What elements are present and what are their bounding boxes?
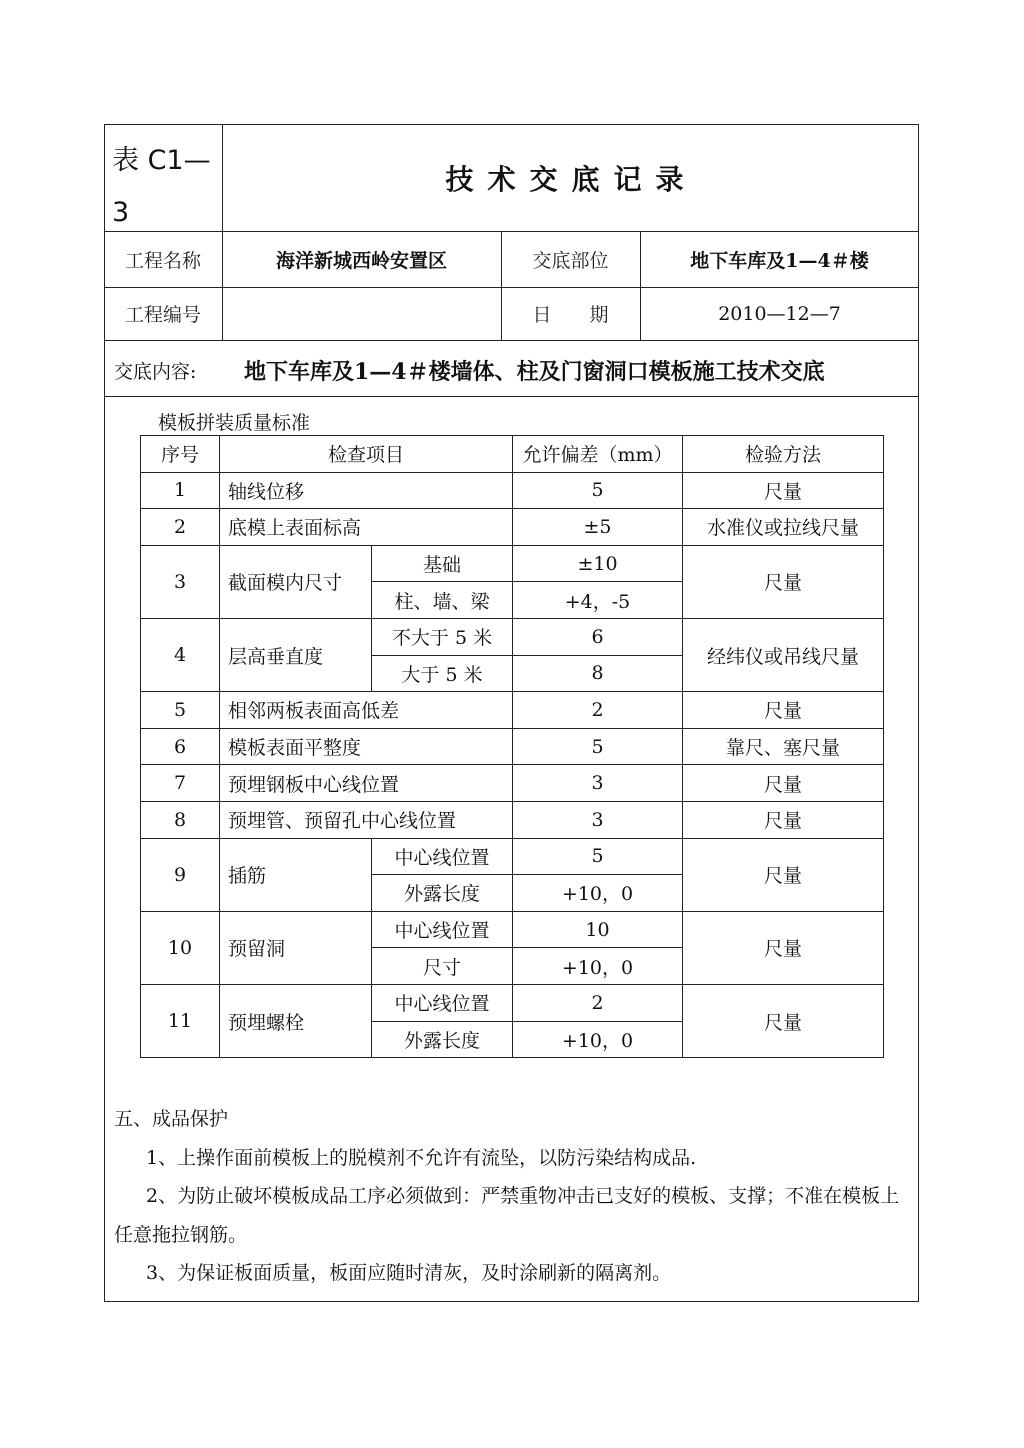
row-no: 10 <box>141 911 220 984</box>
row-tolerance: 5 <box>513 472 683 509</box>
row-no: 8 <box>141 801 220 838</box>
row-no: 5 <box>141 692 220 729</box>
row-subitem: 大于 5 米 <box>372 655 513 692</box>
project-name-label: 工程名称 <box>124 249 201 272</box>
row-item: 预埋管、预留孔中心线位置 <box>220 801 513 838</box>
divider <box>104 396 919 397</box>
row-tolerance: 10 <box>513 911 683 948</box>
row-no: 7 <box>141 765 220 802</box>
content-text: 地下车库及1—4＃楼墙体、柱及门窗洞口模板施工技术交底 <box>244 358 825 385</box>
standard-title: 模板拼装质量标准 <box>158 412 311 434</box>
row-no: 3 <box>141 545 220 618</box>
row-tolerance: 5 <box>513 838 683 875</box>
row-tolerance: +4，-5 <box>513 582 683 619</box>
row-item: 轴线位移 <box>220 472 513 509</box>
row-item: 预埋螺栓 <box>220 984 372 1057</box>
row-no: 4 <box>141 618 220 691</box>
row-method: 尺量 <box>683 472 884 509</box>
table-row <box>141 801 884 838</box>
protection-notes <box>114 1100 910 1293</box>
row-tolerance: 2 <box>513 692 683 729</box>
row-subitem: 外露长度 <box>372 875 513 912</box>
row-method: 尺量 <box>683 838 884 911</box>
table-row <box>141 728 884 765</box>
row-no: 6 <box>141 728 220 765</box>
row-item: 相邻两板表面高低差 <box>220 692 513 729</box>
location-value: 地下车库及1—4＃楼 <box>690 249 869 272</box>
divider <box>222 124 223 232</box>
row-tolerance: ±5 <box>513 509 683 546</box>
form-code: 表 C1—3 <box>112 145 211 228</box>
row-no: 2 <box>141 509 220 546</box>
project-no-value <box>222 287 501 340</box>
row-tolerance: +10，0 <box>513 948 683 985</box>
row-no: 11 <box>141 984 220 1057</box>
row-item: 模板表面平整度 <box>220 728 513 765</box>
row-tolerance: 6 <box>513 618 683 655</box>
row-subitem: 柱、墙、梁 <box>372 582 513 619</box>
row-tolerance: 2 <box>513 984 683 1021</box>
page-title: 技术交底记录 <box>445 163 698 196</box>
note-item: 3、为保证板面质量，板面应随时清灰，及时涂刷新的隔离剂。 <box>146 1262 672 1284</box>
row-subitem: 外露长度 <box>372 1021 513 1058</box>
row-no: 9 <box>141 838 220 911</box>
table-row <box>141 472 884 509</box>
row-subitem: 尺寸 <box>372 948 513 985</box>
row-item: 预埋钢板中心线位置 <box>220 765 513 802</box>
row-method: 尺量 <box>683 984 884 1057</box>
row-tolerance: ±10 <box>513 545 683 582</box>
location-label: 交底部位 <box>532 249 609 272</box>
row-subitem: 中心线位置 <box>372 984 513 1021</box>
quality-standard-table <box>140 435 884 1058</box>
row-method: 尺量 <box>683 545 884 618</box>
row-method: 靠尺、塞尺量 <box>683 728 884 765</box>
content-label: 交底内容: <box>114 360 197 383</box>
table-row <box>141 984 884 1021</box>
table-row <box>141 545 884 582</box>
header-no: 序号 <box>141 436 220 473</box>
row-no: 1 <box>141 472 220 509</box>
divider <box>104 340 919 341</box>
table-row <box>141 509 884 546</box>
row-tolerance: 3 <box>513 765 683 802</box>
notes-heading: 五、成品保护 <box>114 1108 229 1130</box>
row-item: 层高垂直度 <box>220 618 372 691</box>
table-row <box>141 838 884 875</box>
row-method: 尺量 <box>683 911 884 984</box>
row-method: 尺量 <box>683 692 884 729</box>
row-method: 尺量 <box>683 801 884 838</box>
row-item: 预留洞 <box>220 911 372 984</box>
header-item: 检查项目 <box>220 436 513 473</box>
row-tolerance: +10，0 <box>513 875 683 912</box>
header-tolerance: 允许偏差（mm） <box>513 436 683 473</box>
row-tolerance: 5 <box>513 728 683 765</box>
row-tolerance: 3 <box>513 801 683 838</box>
row-item: 截面模内尺寸 <box>220 545 372 618</box>
row-item: 插筋 <box>220 838 372 911</box>
row-tolerance: 8 <box>513 655 683 692</box>
row-method: 尺量 <box>683 765 884 802</box>
note-item: 2、为防止破坏模板成品工序必须做到：严禁重物冲击已支好的模板、支撑；不准在模板上任意拖拉钢筋。 <box>114 1185 900 1246</box>
row-subitem: 不大于 5 米 <box>372 618 513 655</box>
project-no-label: 工程编号 <box>124 304 201 326</box>
table-row <box>141 618 884 655</box>
date-label: 日 期 <box>532 304 609 326</box>
table-row <box>141 911 884 948</box>
row-method: 经纬仪或吊线尺量 <box>683 618 884 691</box>
row-item: 底模上表面标高 <box>220 509 513 546</box>
project-name-value: 海洋新城西岭安置区 <box>275 249 447 272</box>
row-subitem: 基础 <box>372 545 513 582</box>
row-tolerance: +10，0 <box>513 1021 683 1058</box>
content-row <box>114 350 825 390</box>
header-method: 检验方法 <box>683 436 884 473</box>
row-method: 水准仪或拉线尺量 <box>683 509 884 546</box>
table-header-row <box>141 436 884 473</box>
table-row <box>141 765 884 802</box>
date-value: 2010—12—7 <box>718 302 841 325</box>
row-subitem: 中心线位置 <box>372 838 513 875</box>
note-item: 1、上操作面前模板上的脱模剂不允许有流坠，以防污染结构成品. <box>146 1146 697 1169</box>
table-row <box>141 692 884 729</box>
row-subitem: 中心线位置 <box>372 911 513 948</box>
